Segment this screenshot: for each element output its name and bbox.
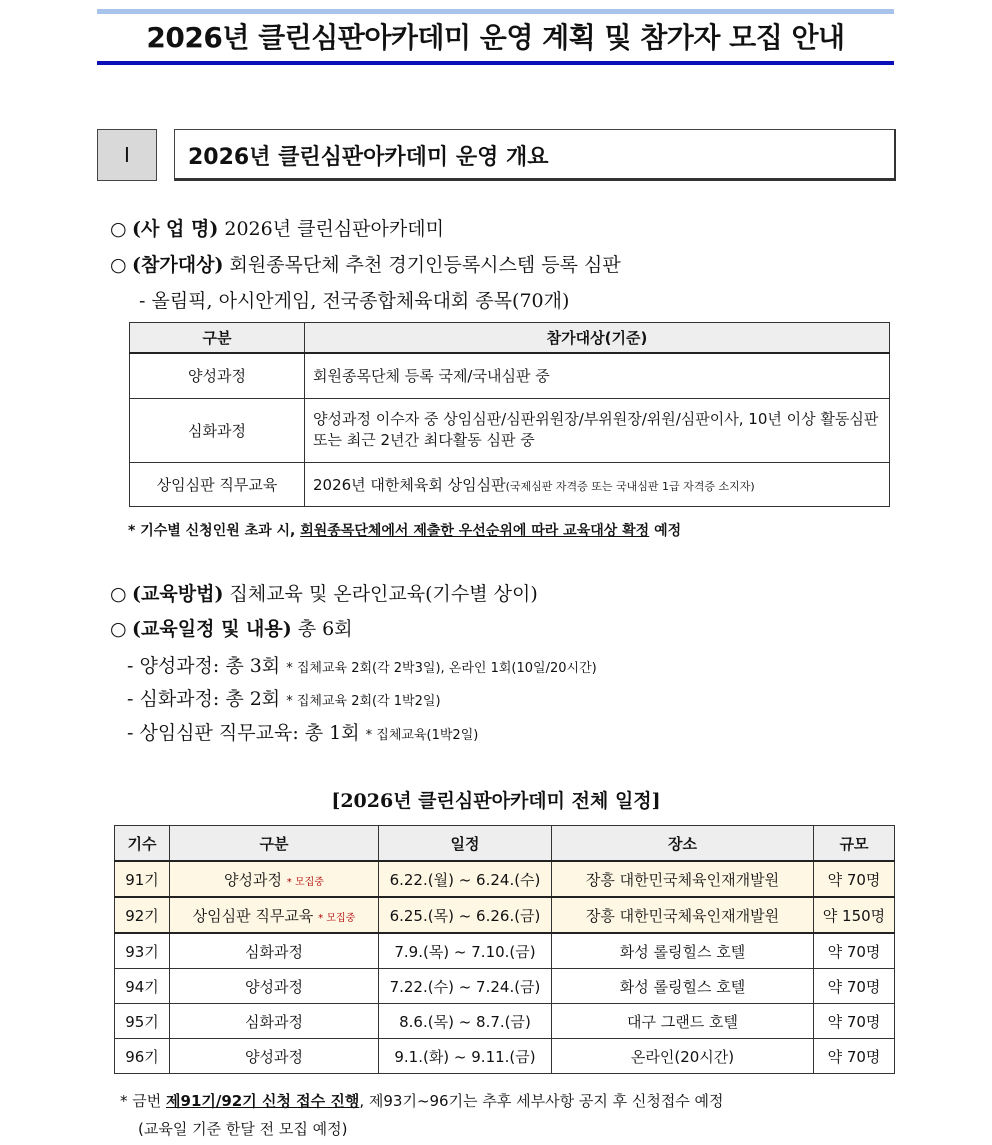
row-criteria-small: (국제심판 자격증 또는 국내심판 1급 자격증 소지자): [505, 479, 755, 493]
schedule-table: [114, 825, 895, 1074]
footer-note-line2: (교육일 기준 한달 전 모집 예정): [138, 1120, 348, 1138]
cohort: 91기: [115, 861, 170, 897]
section-title: 2026년 클린심판아카데미 운영 개요: [188, 145, 549, 170]
schedule-sub-3: [127, 718, 478, 745]
note-suffix: 예정: [649, 523, 682, 539]
place: 대구 그랜드 호텔: [552, 1004, 814, 1039]
table-row: [115, 1039, 895, 1074]
method-value: 집체교육 및 온라인교육(기수별 상이): [229, 583, 538, 605]
table-row: [130, 398, 890, 462]
course: 심화과정: [170, 933, 379, 969]
bullet-method: [110, 579, 538, 606]
section-number: Ⅰ: [97, 129, 157, 181]
footer-prefix: * 금번: [120, 1092, 167, 1110]
course: 상임심판 직무교육: [192, 906, 314, 925]
size: 약 150명: [814, 897, 895, 933]
target-table: [129, 322, 890, 507]
table-row: [115, 933, 895, 969]
row-criteria: 회원종목단체 등록 국제/국내심판 중: [305, 353, 890, 398]
method-label: (교육방법): [132, 583, 224, 605]
header-place: 장소: [552, 826, 814, 862]
table-row: [130, 353, 890, 398]
course: 심화과정: [170, 1004, 379, 1039]
size: 약 70명: [814, 933, 895, 969]
schedule-table-header: [115, 826, 895, 862]
header-criteria: 참가대상(기준): [305, 323, 890, 354]
table-row: [130, 462, 890, 506]
header-category: 구분: [130, 323, 305, 354]
place: 화성 롤링힐스 호텔: [552, 969, 814, 1004]
page-title: 2026년 클린심판아카데미 운영 계획 및 참가자 모집 안내: [146, 21, 845, 54]
schedule-label: (교육일정 및 내용): [132, 618, 292, 640]
recruiting-badge: * 모집중: [286, 876, 324, 888]
place: 화성 롤링힐스 호텔: [552, 933, 814, 969]
size: 약 70명: [814, 1004, 895, 1039]
bullet-symbol: ○: [110, 218, 127, 240]
dates: 7.9.(목) ~ 7.10.(금): [379, 933, 552, 969]
course: 양성과정: [170, 1039, 379, 1074]
sub-note: * 집체교육 2회(각 2박3일), 온라인 1회(10일/20시간): [286, 661, 597, 676]
dates: 6.25.(목) ~ 6.26.(금): [379, 897, 552, 933]
sub-note: * 집체교육(1박2일): [365, 728, 479, 743]
note-underlined: 회원종목단체에서 제출한 우선순위에 따라 교육대상 확정: [300, 523, 650, 539]
table-row: [115, 861, 895, 897]
project-value: 2026년 클린심판아카데미: [224, 218, 444, 240]
place: 장흥 대한민국체육인재개발원: [552, 897, 814, 933]
dates: 9.1.(화) ~ 9.11.(금): [379, 1039, 552, 1074]
dates: 6.22.(월) ~ 6.24.(수): [379, 861, 552, 897]
schedule-sub-2: [127, 684, 441, 711]
size: 약 70명: [814, 969, 895, 1004]
target-value: 회원종목단체 추천 경기인등록시스템 등록 심판: [229, 254, 621, 276]
cohort: 93기: [115, 933, 170, 969]
note-prefix: * 기수별 신청인원 초과 시,: [128, 523, 301, 539]
schedule-value: 총 6회: [297, 618, 353, 640]
table-row: [115, 1004, 895, 1039]
bullet-symbol: ○: [110, 254, 127, 276]
size: 약 70명: [814, 1039, 895, 1074]
bullet-target: [110, 250, 621, 277]
cohort: 94기: [115, 969, 170, 1004]
header-dates: 일정: [379, 826, 552, 862]
row-category: 양성과정: [130, 353, 305, 398]
course: 양성과정: [170, 969, 379, 1004]
row-criteria: 양성과정 이수자 중 상임심판/심판위원장/부위원장/위원/심판이사, 10년 이상 활동심판 또는 최근 2년간 최다활동 심판 중: [305, 398, 890, 462]
table-row: [115, 897, 895, 933]
header-course: 구분: [170, 826, 379, 862]
sub-main: - 심화과정: 총 2회: [127, 688, 281, 710]
course-cell: [170, 861, 379, 897]
priority-note: [128, 520, 681, 540]
title-top-rule: [97, 9, 894, 14]
footer-highlight: 제91기/92기 신청 접수 진행: [166, 1092, 360, 1110]
course-cell: [170, 897, 379, 933]
bullet-schedule: [110, 614, 353, 641]
bullet-project: [110, 214, 444, 241]
row-criteria-cell: [305, 462, 890, 506]
project-label: (사 업 명): [132, 218, 219, 240]
row-category: 상임심판 직무교육: [130, 462, 305, 506]
table-row: [115, 969, 895, 1004]
row-criteria: 2026년 대한체육회 상임심판: [313, 475, 506, 494]
bullet-symbol: ○: [110, 618, 127, 640]
target-table-header: [130, 323, 890, 354]
footer-note: [120, 1090, 724, 1111]
sub-main: - 상임심판 직무교육: 총 1회: [127, 722, 360, 744]
target-label: (참가대상): [132, 254, 224, 276]
course: 양성과정: [224, 870, 282, 889]
cohort: 92기: [115, 897, 170, 933]
dates: 8.6.(목) ~ 8.7.(금): [379, 1004, 552, 1039]
footer-suffix: , 제93기~96기는 추후 세부사항 공지 후 신청접수 예정: [359, 1092, 724, 1110]
place: 온라인(20시간): [552, 1039, 814, 1074]
bullet-symbol: ○: [110, 583, 127, 605]
title-bottom-rule: [97, 61, 894, 65]
header-size: 규모: [814, 826, 895, 862]
dates: 7.22.(수) ~ 7.24.(금): [379, 969, 552, 1004]
size: 약 70명: [814, 861, 895, 897]
header-cohort: 기수: [115, 826, 170, 862]
sub-main: - 양성과정: 총 3회: [127, 655, 281, 677]
row-category: 심화과정: [130, 398, 305, 462]
place: 장흥 대한민국체육인재개발원: [552, 861, 814, 897]
schedule-title: [2026년 클린심판아카데미 전체 일정]: [331, 790, 661, 812]
schedule-sub-1: [127, 651, 597, 678]
cohort: 95기: [115, 1004, 170, 1039]
cohort: 96기: [115, 1039, 170, 1074]
sub-note: * 집체교육 2회(각 1박2일): [286, 694, 441, 709]
target-sub: - 올림픽, 아시안게임, 전국종합체육대회 종목(70개): [139, 290, 570, 312]
recruiting-badge: * 모집중: [318, 912, 356, 924]
